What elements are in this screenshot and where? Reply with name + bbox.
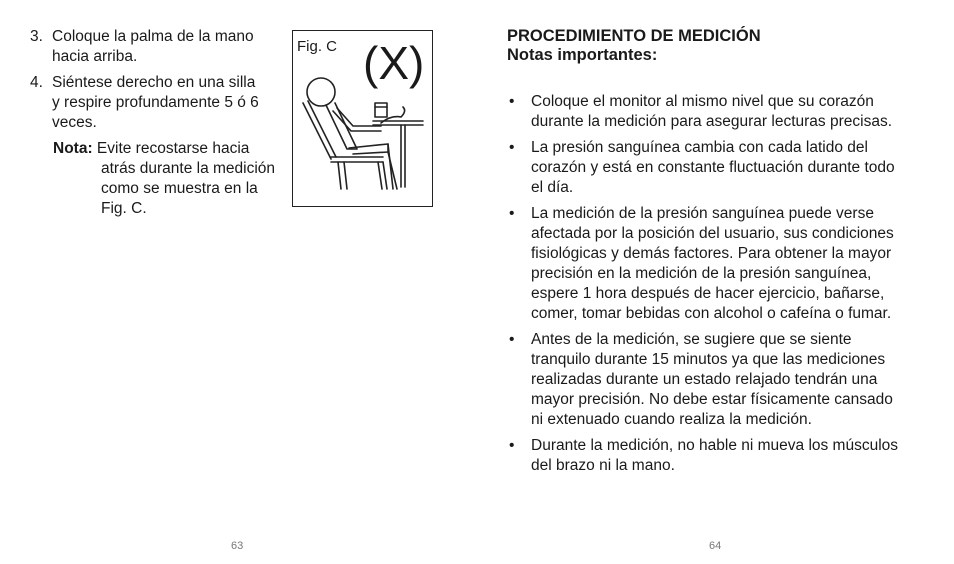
- step-line: hacia arriba.: [52, 48, 138, 65]
- list-item-text: [531, 92, 927, 132]
- text-line: Antes de la medición, se sugiere que se siente: [531, 331, 852, 348]
- page-number: 64: [709, 540, 722, 552]
- notes-list: [507, 92, 927, 482]
- text-line: del brazo ni la mano.: [531, 457, 675, 474]
- list-item-text: [531, 330, 927, 430]
- text-line: realizadas durante un estado relajado tendrán una: [531, 371, 878, 388]
- note-line: Fig. C.: [101, 200, 147, 217]
- step-line: veces.: [52, 114, 97, 131]
- text-line: fisiológicas y demás factores. Para obtener la mayor: [531, 245, 892, 262]
- list-item: [507, 138, 927, 198]
- step-line: y respire profundamente 5 ó 6: [52, 94, 259, 111]
- text-line: el día.: [531, 179, 574, 196]
- bullet-glyph: •: [509, 139, 515, 156]
- bullet-glyph: •: [509, 331, 515, 348]
- step-3: [30, 27, 290, 67]
- text-line: precisión en la medición de la presión sanguínea,: [531, 265, 872, 282]
- section-heading: [507, 27, 761, 65]
- steps-list: [30, 27, 290, 219]
- bullet-glyph: •: [509, 205, 515, 222]
- note-block: [53, 139, 290, 219]
- list-item: [507, 436, 927, 476]
- figure-label: Fig. C: [297, 38, 338, 55]
- list-item: [507, 92, 927, 132]
- text-line: afectada por la posición del usuario, sus condiciones: [531, 225, 894, 242]
- text-line: mayor precisión. No debe estar físicamente cansado: [531, 391, 893, 408]
- step-4: [30, 73, 290, 133]
- figure-x-mark: (X): [363, 37, 425, 89]
- text-line: corazón y está en constante fluctuación durante todo: [531, 159, 895, 176]
- step-number: 4.: [30, 74, 43, 91]
- step-text: [52, 73, 290, 133]
- text-line: tranquilo durante 15 minutos ya que las mediciones: [531, 351, 886, 368]
- text-line: La presión sanguínea cambia con cada latido del: [531, 139, 868, 156]
- figure-c: [292, 30, 433, 207]
- text-line: comer, tomar bebidas con alcohol o cafeína o fumar.: [531, 305, 892, 322]
- step-text: [52, 27, 290, 67]
- text-line: durante la medición para asegurar lecturas precisas.: [531, 113, 892, 130]
- heading-title: PROCEDIMIENTO DE MEDICIÓN: [507, 27, 761, 45]
- page-number: 63: [231, 540, 244, 552]
- text-line: espere 1 hora después de hacer ejercicio, bañarse,: [531, 285, 885, 302]
- note-line: como se muestra en la: [101, 180, 258, 197]
- list-item: [507, 204, 927, 324]
- note-line: atrás durante la medición: [101, 160, 276, 177]
- list-item-text: [531, 138, 927, 198]
- step-number: 3.: [30, 28, 43, 45]
- list-item: [507, 330, 927, 430]
- text-line: La medición de la presión sanguínea puede verse: [531, 205, 874, 222]
- text-line: Coloque el monitor al mismo nivel que su corazón: [531, 93, 874, 110]
- list-item-text: [531, 436, 927, 476]
- note-first-line: Evite recostarse hacia: [92, 140, 250, 157]
- step-line: Siéntese derecho en una silla: [52, 74, 256, 91]
- heading-subtitle: Notas importantes:: [507, 46, 658, 64]
- right-page: [477, 0, 954, 564]
- list-item-text: [531, 204, 927, 324]
- step-line: Coloque la palma de la mano: [52, 28, 254, 45]
- text-line: ni extenuado cuando realiza la medición.: [531, 411, 812, 428]
- note-label: Nota:: [53, 140, 93, 157]
- text-line: Durante la medición, no hable ni mueva los músculos: [531, 437, 899, 454]
- bullet-glyph: •: [509, 93, 515, 110]
- bullet-glyph: •: [509, 437, 515, 454]
